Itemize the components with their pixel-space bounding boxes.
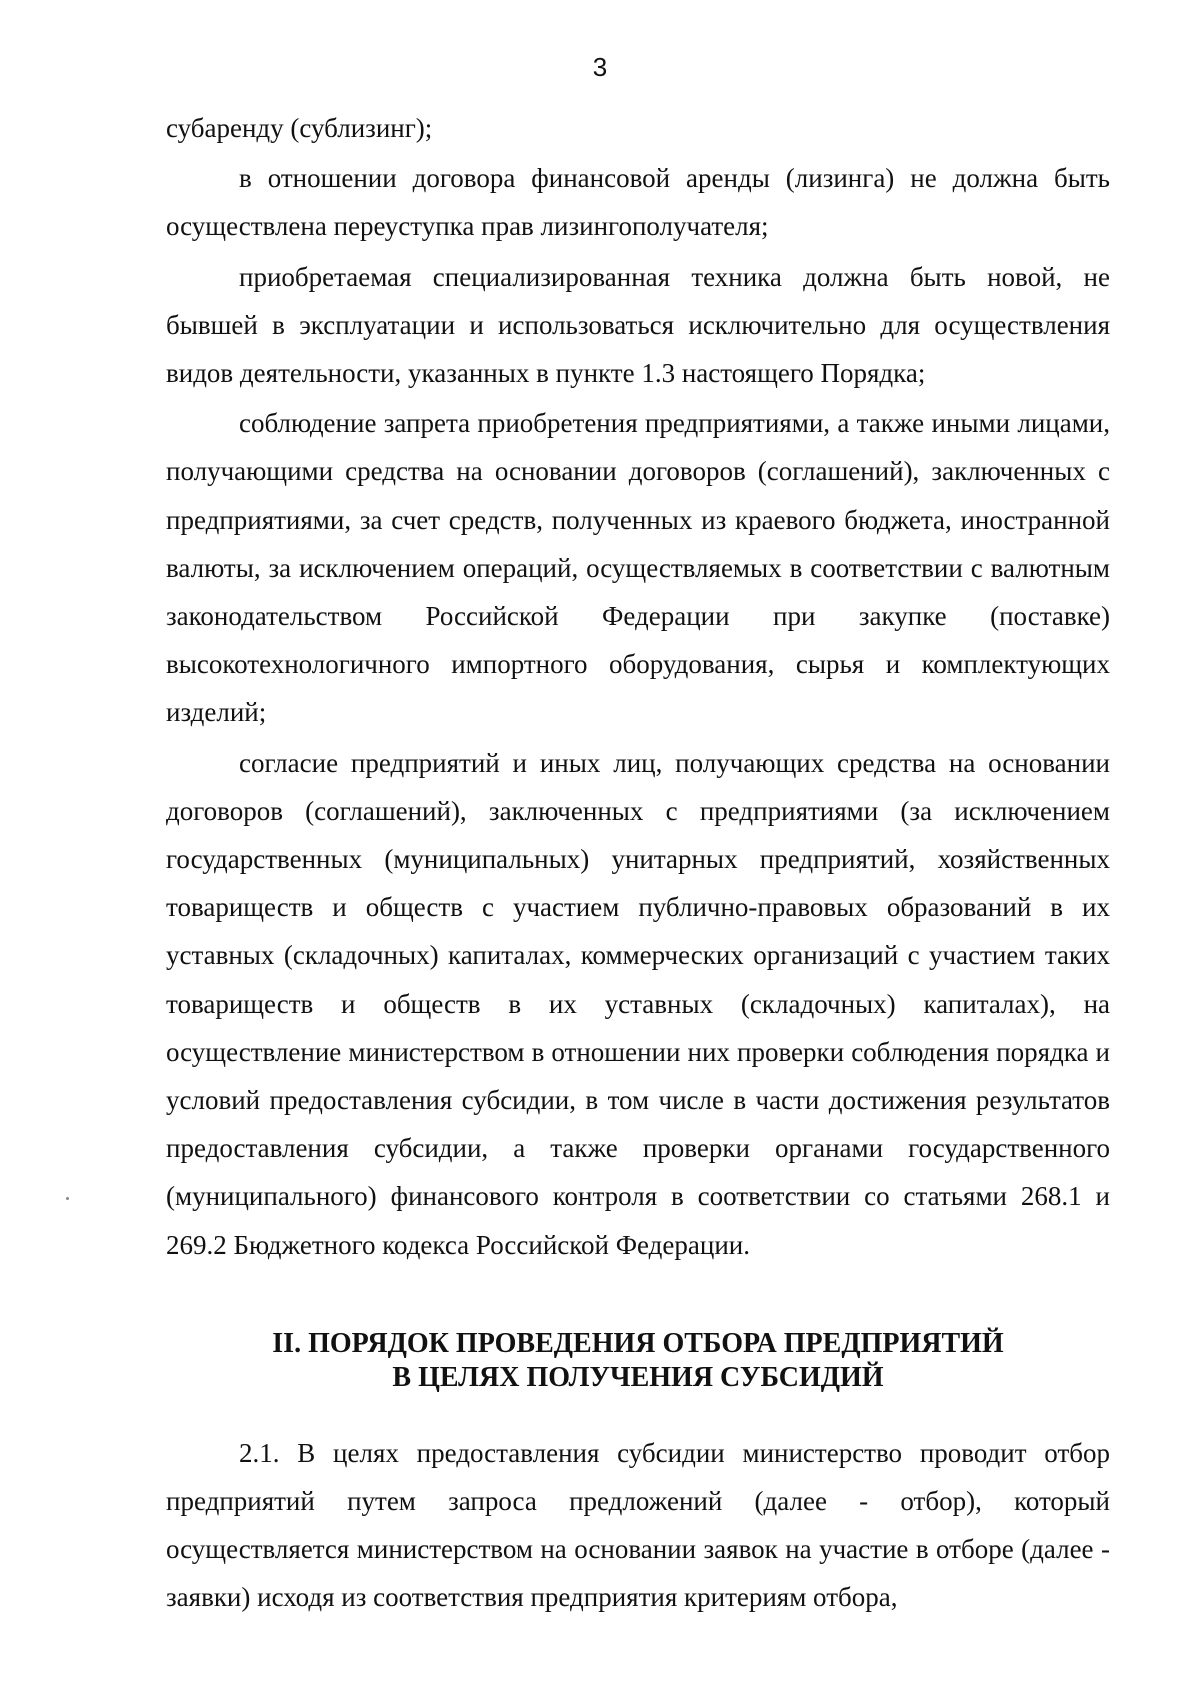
paragraph-consent-inspection: согласие предприятий и иных лиц, получающих средства на основании договоров (соглашений), заключенных с предприятиями (за исключением государственных (муниципальных) унитарных предприятий, хозяйственных товариществ и обществ с участием публично-правовых образований в их уставных (складочных) капиталах, коммерческих организаций с участием таких товариществ и обществ в их уставных (складочных) капиталах), на осуществление министерством в отношении них проверки соблюдения порядка и условий предоставления субсидии, в том числе в части достижения результатов предоставления субсидии, а также проверки органами государственного (муниципального) финансового контроля в соответствии со статьями 268.1 и 269.2 Бюджетного кодекса Российской Федерации. xyxy=(166,747,1110,1260)
section-heading xyxy=(166,1327,1110,1395)
section-heading-line-1: II. ПОРЯДОК ПРОВЕДЕНИЯ ОТБОРА ПРЕДПРИЯТИЙ xyxy=(272,1327,1004,1359)
paragraph-leasing-assignment: в отношении договора финансовой аренды (лизинга) не должна быть осуществлена переуступка прав лизингополучателя; xyxy=(166,163,1110,242)
paragraph-2-1: 2.1. В целях предоставления субсидии министерство проводит отбор предприятий путем запроса предложений (далее - отбор), который осуществляется министерством на основании заявок на участие в отборе (далее - заявки) исходя из соответствия предприятия критериям отбора, xyxy=(166,1437,1110,1613)
section-heading-line-2: В ЦЕЛЯХ ПОЛУЧЕНИЯ СУБСИДИЙ xyxy=(392,1361,884,1393)
document-body xyxy=(166,104,1110,1622)
scan-speck xyxy=(66,1197,69,1200)
paragraph-currency-ban: соблюдение запрета приобретения предприятиями, а также иными лицами, получающими средства на основании договоров (соглашений), заключенных с предприятиями, за счет средств, полученных из краевого бюджета, иностранной валюты, за исключением операций, осуществляемых в соответствии с валютным законодательством Российской Федерации при закупке (поставке) высокотехнологичного импортного оборудования, сырья и комплектующих изделий; xyxy=(166,408,1110,728)
page-number: 3 xyxy=(592,52,608,82)
paragraph-continuation: субаренду (сублизинг); xyxy=(166,113,433,143)
paragraph-equipment-new: приобретаемая специализированная техника должна быть новой, не бывшей в эксплуатации и использоваться исключительно для осуществления видов деятельности, указанных в пункте 1.3 настоящего Порядка; xyxy=(166,261,1110,389)
